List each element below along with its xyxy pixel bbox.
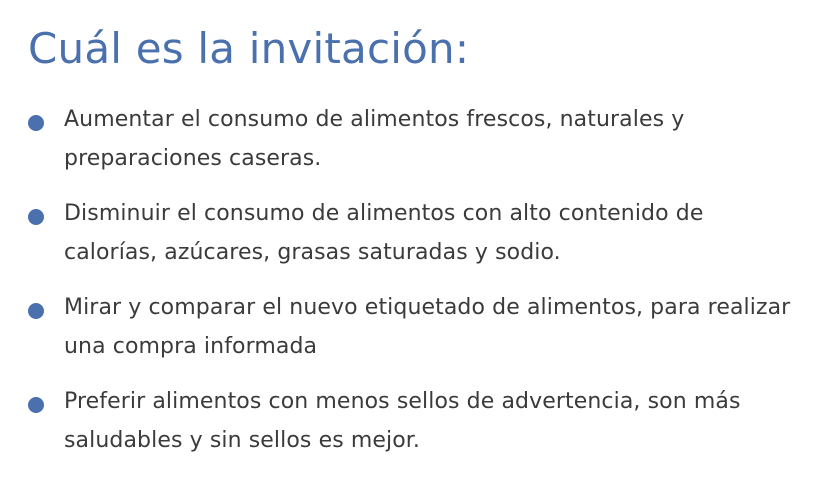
bullet-dot-icon	[28, 397, 44, 413]
bullet-item	[28, 382, 794, 460]
bullet-text: Disminuir el consumo de alimentos con alto contenido de calorías, azúcares, grasas saturadas y sodio.	[64, 201, 704, 265]
bullet-dot-icon	[28, 209, 44, 225]
bullet-list	[28, 100, 794, 460]
slide-title: Cuál es la invitación:	[28, 24, 470, 73]
bullet-text: Aumentar el consumo de alimentos frescos, naturales y preparaciones caseras.	[64, 107, 685, 171]
bullet-item	[28, 100, 794, 178]
bullet-dot-icon	[28, 303, 44, 319]
bullet-text: Mirar y comparar el nuevo etiquetado de alimentos, para realizar una compra informada	[64, 295, 791, 359]
bullet-dot-icon	[28, 115, 44, 131]
bullet-text: Preferir alimentos con menos sellos de advertencia, son más saludables y sin sellos es mejor.	[64, 389, 741, 453]
bullet-item	[28, 194, 794, 272]
bullet-item	[28, 288, 794, 366]
